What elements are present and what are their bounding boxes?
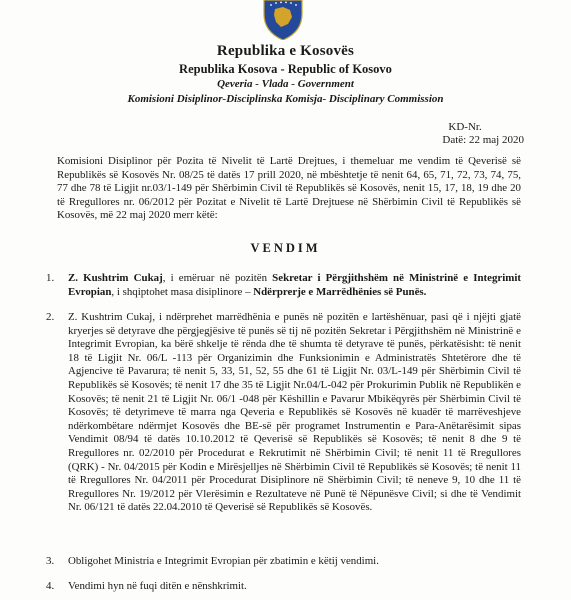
kosovo-coat-of-arms-icon	[262, 0, 304, 40]
header-republic-albanian: Republika e Kosovës	[216, 43, 355, 59]
item-text: Z. Kushtrim Cukaj, i ndërprehet marrëdhënia e punës në pozitën e lartëshënuar, pasi që i njëjti gjatë kryerjes së detyrave dhe përgjegjësive të punës së tij në pozitën Sekretar i Përgjithshëm në Ministrinë e Integrimit Evropian, ka bërë shkelje të rënda dhe të shumta të detyrave të punës, përkatësisht: të nenit 18 të Ligjit Nr. 06/L -113 për Organizimin dhe Funksionimin e Administratës Shtetërore dhe të Agjencive të Pavarura; të nenit 5, 33, 51, 52, 55 dhe 61 të Ligjit Nr. 03/L-149 për Shërbimin Civil të Republikës së Kosovës; të nenit 17 dhe 35 të Ligjit Nr.04/L-042 për Prokurimin Publik në Republikën e Kosovës; të nenit 21 të Ligjit Nr. 06/1 -048 për Këshillin e Pavarur Mbikëqyrës për Shërbimin Civil të Kosovës; të detyrimeve të marra nga Qeveria e Republikës së Kosovës në kuadër të marrëveshjeve ndërkombëtare ndërmjet Kosovës dhe BE-së për programet Instrumentin e Para-Anëtarësimit sipas Vendimit 08/94 të datës 10.10.2012 të Qeverisë së Republikës së Kosovës; të nenit 8 dhe 9 të Rregullores nr. 02/2010 për Procedurat e Rekrutimit në Shërbimin Civil; të nenit 11 të Rregullores (QRK) - Nr. 04/2015 për Kodin e Mirësjelljes në Shërbimin Civil të Republikës së Kosovës; të nenit 11 të Rregullores Nr. 04/2011 për Procedurat Disiplinore në Shërbimin Civil; të neneve 9, 10 dhe 11 të Rregullores Nr. 19/2012 për Vlerësimin e Rezultateve në Punë të Nëpunësve Civil; si dhe të Vendimit Nr. 06/121 të datës 22.04.2010 të Qeverisë së Republikës së Kosovës.	[68, 311, 521, 514]
decision-item-2	[46, 311, 521, 515]
position-title: Sekretar i Përgjithshëm në Ministrinë e Integrimit Evropian	[68, 272, 521, 298]
intro-paragraph: Komisioni Disiplinor për Pozita të Nivelit të Lartë Drejtues, i themeluar me vendim të Qeverisë së Republikës së Kosovës Nr. 08/25 të datës 17 prill 2020, në mbështetje të nenit 64, 65, 71, 72, 73, 74, 75, 77 dhe 78 të Ligjit nr.03/1-149 për Shërbimin Civil të Republikës së Kosovës, nenit 15, 17, 18, 19 dhe 20 të Rregullores nr. 06/2012 për Pozitat e Nivelit të Lartë Drejtuese në Shërbimin Civil të Republikës së Kosovës, më 22 maj 2020 merr këtë:	[57, 155, 521, 222]
item-text: Vendimi hyn në fuqi ditën e nënshkrimit.	[68, 580, 247, 592]
disciplinary-measure: Ndërprerje e Marrëdhënies së Punës.	[253, 285, 427, 298]
item-text-part: , i shqiptohet masa disiplinore –	[111, 285, 254, 298]
decision-item-4	[46, 580, 521, 594]
item-number: 4.	[46, 580, 55, 592]
item-number: 1.	[46, 272, 55, 284]
item-number: 3.	[46, 555, 55, 567]
item-text	[68, 272, 521, 299]
reference-number: KD-Nr.	[448, 121, 482, 133]
item-number: 2.	[46, 311, 55, 323]
header-commission: Komisioni Disiplinor-Disciplinska Komisja- Disciplinary Commission	[127, 93, 444, 105]
item-text: Obligohet Ministria e Integrimit Evropian për zbatimin e këtij vendimi.	[68, 555, 379, 567]
header-government: Qeveria - Vlada - Government	[217, 78, 354, 90]
reference-block	[442, 121, 524, 147]
reference-date: Datë: 22 maj 2020	[442, 134, 524, 146]
decision-title: VENDIM	[250, 241, 321, 255]
person-name: Z. Kushtrim Cukaj	[68, 272, 163, 284]
item-text-part: , i emëruar në pozitën	[162, 272, 273, 284]
header-republic-multilingual: Republika Kosova - Republic of Kosovo	[179, 62, 392, 76]
decision-item-3	[46, 555, 521, 569]
decision-item-1	[46, 272, 521, 299]
